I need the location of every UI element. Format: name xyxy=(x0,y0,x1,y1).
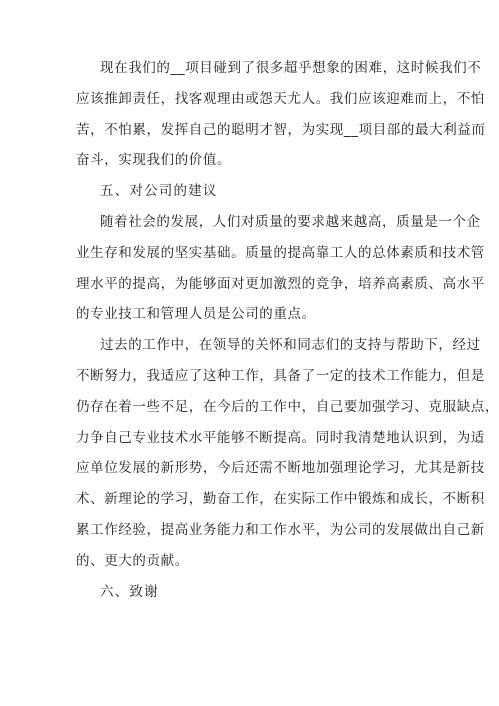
body-text-line: 理水平的提高，为能够面对更加激烈的竞争，培养高素质、高水平 xyxy=(76,275,485,292)
section-heading: 五、对公司的建议 xyxy=(100,183,218,200)
body-text-line: 术、新理论的学习，勤奋工作，在实际工作中锻炼和成长，不断积 xyxy=(76,491,485,508)
body-text-line: 随着社会的发展，人们对质量的要求越来越高，质量是一个企 xyxy=(100,213,481,230)
body-text-line: 苦，不怕累，发挥自己的聪明才智，为实现__项目部的最大利益而 xyxy=(76,121,486,138)
body-text-line: 应单位发展的新形势，今后还需不断地加强理论学习，尤其是新技 xyxy=(76,460,485,477)
body-text-line: 不断努力，我适应了这种工作，具备了一定的技术工作能力，但是 xyxy=(76,367,485,384)
body-text-line: 现在我们的__项目碰到了很多超乎想象的困难，这时候我们不 xyxy=(100,60,482,76)
body-text-line: 奋斗，实现我们的价值。 xyxy=(76,152,232,169)
body-text-line: 的专业技工和管理人员是公司的重点。 xyxy=(76,306,316,323)
body-text-line: 力争自己专业技术水平能够不断提高。同时我清楚地认识到，为适 xyxy=(76,429,485,446)
body-text-line: 业生存和发展的坚实基础。质量的提高靠工人的总体素质和技术管 xyxy=(76,244,485,261)
body-text-line: 过去的工作中，在领导的关怀和同志们的支持与帮助下，经过 xyxy=(100,337,481,354)
body-text-line: 累工作经验，提高业务能力和工作水平，为公司的发展做出自己新 xyxy=(76,521,485,538)
body-text-line: 应该推卸责任，找客观理由或怨天尤人。我们应该迎难而上，不怕 xyxy=(76,90,485,107)
section-heading: 六、致谢 xyxy=(100,583,159,600)
body-text-line: 的、更大的贡献。 xyxy=(76,552,189,569)
body-text-line: 仍存在着一些不足，在今后的工作中，自己要加强学习、克服缺点， xyxy=(76,398,499,415)
